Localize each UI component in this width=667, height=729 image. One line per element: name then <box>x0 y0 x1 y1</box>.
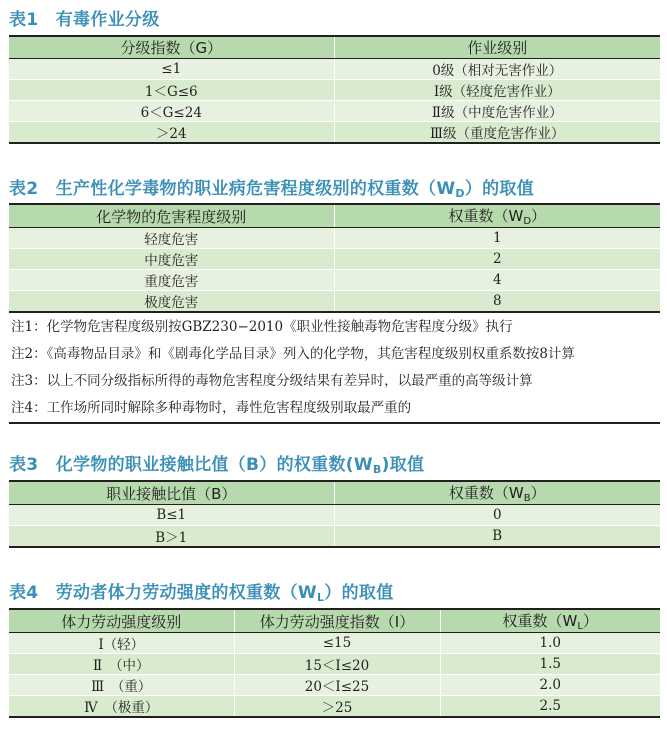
table-cell: Ⅲ （重） <box>9 675 234 696</box>
table3-header-weight-main: 权重数（W <box>448 484 524 502</box>
table3-title <box>9 450 424 476</box>
table-cell: Ⅱ （中） <box>9 654 234 675</box>
table-cell: Ⅱ级（中度危害作业） <box>334 101 660 122</box>
table-cell: 中度危害 <box>9 249 334 270</box>
table2-note: 注2：《高毒物品目录》和《剧毒化学品目录》列入的化学物，其危害程度级别权重系数按8计算 <box>11 346 575 362</box>
table-cell: 4 <box>334 270 660 291</box>
table3-title-tail: )取值 <box>381 455 425 475</box>
table-cell: 1.5 <box>440 654 660 675</box>
table2-note: 注3：以上不同分级指标所得的毒物危害程度分级结果有差异时，以最严重的高等级计算 <box>11 373 533 389</box>
table1 <box>9 35 660 144</box>
table4-title-main: 表4 劳动者体力劳动强度的权重数（W <box>9 583 317 603</box>
table-cell: 8 <box>334 291 660 313</box>
table-cell: 20＜I≤25 <box>234 675 440 696</box>
table2 <box>9 203 660 313</box>
table-row <box>9 291 660 313</box>
table4-title-subscript: L <box>316 591 325 604</box>
table-cell: 极度危害 <box>9 291 334 313</box>
table4-title-tail: ）的取值 <box>324 583 394 603</box>
table-cell: B≤1 <box>9 505 334 526</box>
table-cell: B＞1 <box>9 526 334 548</box>
table-cell: 轻度危害 <box>9 228 334 249</box>
table-cell: ＞24 <box>9 122 334 144</box>
table2-header-weight <box>334 204 660 228</box>
table1-header-work-level: 作业级别 <box>334 36 660 59</box>
table2-header-row <box>9 204 660 228</box>
table-row <box>9 122 660 144</box>
table4-header-intensity-index: 体力劳动强度指数（I） <box>234 609 440 633</box>
table4-header-weight <box>440 609 660 633</box>
table-cell: 1 <box>334 228 660 249</box>
table-cell: 2.0 <box>440 675 660 696</box>
table2-header-weight-main: 权重数（W <box>448 207 524 225</box>
table3 <box>9 480 660 548</box>
table-cell: ＞25 <box>234 696 440 718</box>
table-row <box>9 526 660 548</box>
table3-header-weight-tail: ） <box>530 484 546 502</box>
table3-title-subscript: B <box>372 463 382 476</box>
table-row <box>9 270 660 291</box>
table3-header-exposure-ratio: 职业接触比值（B） <box>9 481 334 505</box>
table-row <box>9 80 660 101</box>
table3-title-main: 表3 化学物的职业接触比值（B）的权重数(W <box>9 455 373 475</box>
table-cell: 1＜G≤6 <box>9 80 334 101</box>
table-cell: ≤15 <box>234 633 440 654</box>
table-cell: Ⅲ级（重度危害作业） <box>334 122 660 144</box>
table-row <box>9 228 660 249</box>
table-cell: 2 <box>334 249 660 270</box>
table4-header-row <box>9 609 660 633</box>
table4-header-weight-subscript: L <box>577 621 583 632</box>
table-row <box>9 249 660 270</box>
table-cell: B <box>334 526 660 548</box>
table-row <box>9 696 660 718</box>
table-cell: 2.5 <box>440 696 660 718</box>
table-cell: 重度危害 <box>9 270 334 291</box>
table-cell: 1.0 <box>440 633 660 654</box>
table-row <box>9 633 660 654</box>
table2-header-weight-tail: ） <box>531 207 547 225</box>
table-cell: 0级（相对无害作业） <box>334 59 660 80</box>
table3-header-weight-subscript: B <box>523 493 531 504</box>
table-cell: 6＜G≤24 <box>9 101 334 122</box>
table4 <box>9 608 660 718</box>
table-cell: ≤1 <box>9 59 334 80</box>
table2-title-main: 表2 生产性化学毒物的职业病危害程度级别的权重数（W <box>9 179 456 199</box>
table-row <box>9 59 660 80</box>
table3-header-row <box>9 481 660 505</box>
table1-title: 表1 有毒作业分级 <box>9 10 160 30</box>
table-row <box>9 505 660 526</box>
table-row <box>9 675 660 696</box>
table-cell: Ⅰ级（轻度危害作业） <box>334 80 660 101</box>
table2-note: 注4：工作场所同时解除多种毒物时，毒性危害程度级别取最严重的 <box>11 400 412 416</box>
table1-header-grade-index: 分级指数（G） <box>9 36 334 59</box>
table1-header-row <box>9 36 660 59</box>
table-cell: Ⅳ （极重） <box>9 696 234 718</box>
table-cell: 15＜I≤20 <box>234 654 440 675</box>
table-row <box>9 654 660 675</box>
table-row <box>9 101 660 122</box>
table2-title-subscript: D <box>455 187 465 200</box>
table2-title <box>9 174 534 200</box>
table-cell: Ⅰ（轻） <box>9 633 234 654</box>
table2-note: 注1：化学物危害程度级别按GBZ230−2010《职业性接触毒物危害程度分级》执行 <box>11 319 513 335</box>
table2-title-tail: ）的取值 <box>464 179 535 199</box>
table2-notes <box>9 314 660 424</box>
table2-header-weight-subscript: D <box>523 216 532 227</box>
table4-header-intensity-level: 体力劳动强度级别 <box>9 609 234 633</box>
table4-header-weight-tail: ） <box>582 612 598 630</box>
table-cell: 0 <box>334 505 660 526</box>
table2-header-hazard-level: 化学物的危害程度级别 <box>9 204 334 228</box>
table4-title <box>9 578 394 604</box>
table4-header-weight-main: 权重数（W <box>502 612 578 630</box>
table3-header-weight <box>334 481 660 505</box>
